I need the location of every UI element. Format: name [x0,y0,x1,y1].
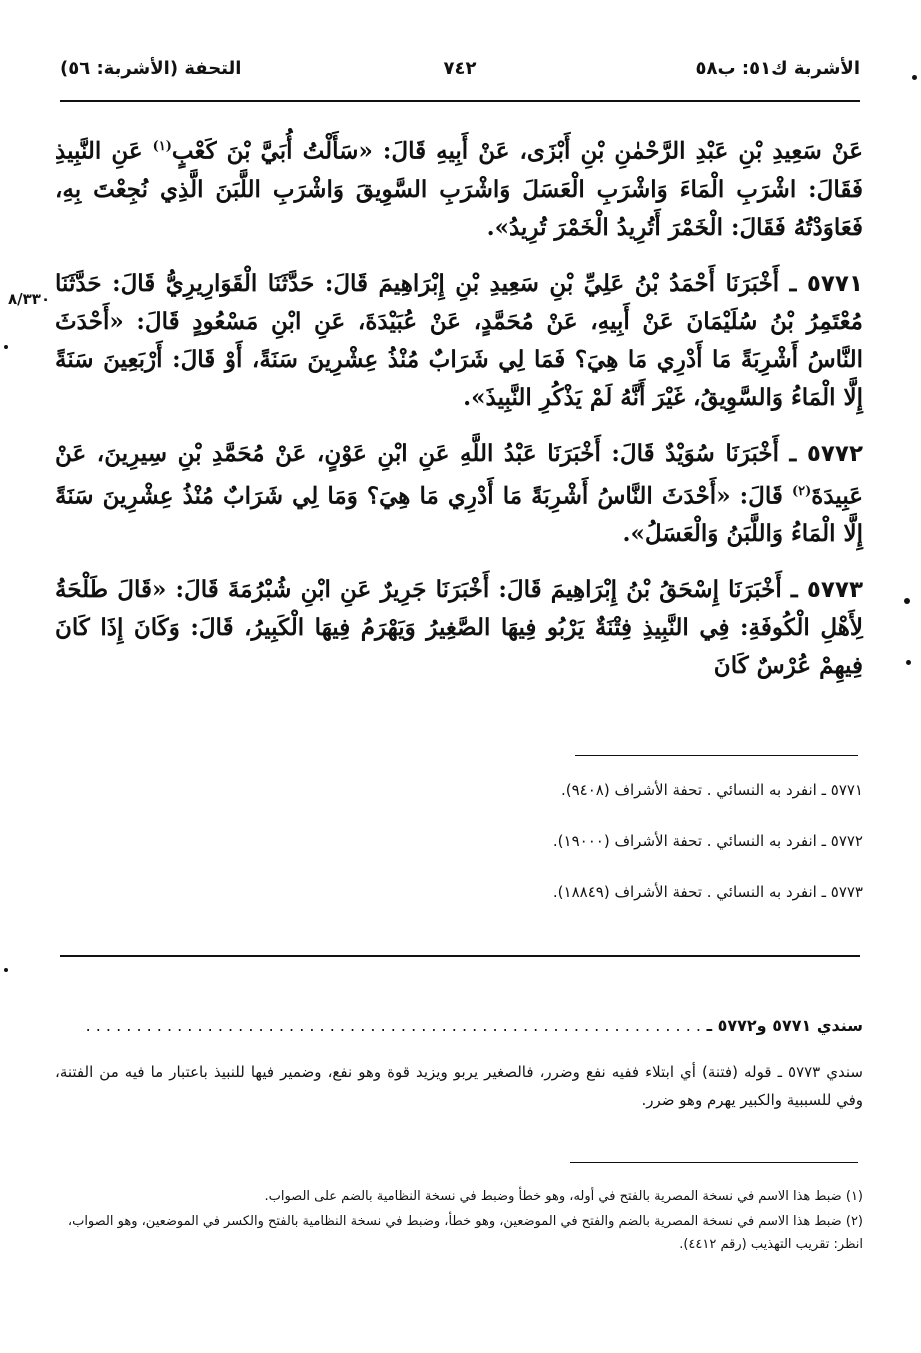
hadith-number: ٥٧٧٢ [806,440,863,467]
hadith-number: ٥٧٧١ [806,270,863,297]
footnote-separator [570,1162,858,1163]
hadith-number: ٥٧٧٣ [806,577,863,604]
hadith-5772: ٥٧٧٢ ـ أَخْبَرَنَا سُوَيْدٌ قَالَ: أَخْبَرَنَا عَبْدُ اللَّهِ عَنِ ابْنِ عَوْنٍ، عَنْ مُحَمَّدِ بْنِ سِيرِينَ، عَنْ عَبِيدَةَ$^{(٢)}$ قَالَ: «أَحْدَثَ النَّاسُ أَشْرِبَةً مَا أَدْرِي مَا هِيَ؟ وَمَا لِي شَرَابٌ مُنْذُ عِشْرِينَ سَنَةً إِلَّا الْمَاءُ وَاللَّبَنُ وَالْعَسَلُ». [55,439,863,548]
scan-speck [904,598,910,604]
footnote-marker-1: (١) [152,139,172,154]
scan-speck [906,660,911,665]
tahqiq-separator [575,755,858,756]
hadith-5771: ٥٧٧١ ـ أَخْبَرَنَا أَحْمَدُ بْنُ عَلِيِّ بْنِ سَعِيدِ بْنِ إِبْرَاهِيمَ قَالَ: حَدَّثَنَا الْقَوَارِيرِيُّ قَالَ: حَدَّثَنَا مُعْتَمِرُ بْنُ سُلَيْمَانَ عَنْ أَبِيهِ، عَنْ مُحَمَّدٍ، عَنْ عُبَيْدَةَ، عَنِ ابْنِ مَسْعُودٍ قَالَ: «أَحْدَثَ النَّاسُ أَشْرِبَةً مَا أَدْرِي مَا هِيَ؟ فَمَا لِي شَرَابٌ مُنْذُ عِشْرِينَ سَنَةً، أَوْ قَالَ: أَرْبَعِينَ سَنَةً إِلَّا الْمَاءُ وَالسَّوِيقُ، غَيْرَ أَنَّهُ لَمْ يَذْكُرِ النَّبِيذَ». [55,269,863,411]
scan-speck [4,345,8,349]
page-header [60,58,860,92]
footnote-1: (١) ضبط هذا الاسم في نسخة المصرية بالفتح في أوله، وهو خطأ وضبط في نسخة النظامية بالضم على الصواب. [264,1189,863,1204]
header-rule [60,100,860,102]
header-chapter: الأشربة ك٥١: ب٥٨ [695,58,860,79]
scan-speck [912,75,917,80]
header-tuhfa-ref: التحفة (الأشربة: ٥٦) [60,58,242,79]
tahqiq-note: ٥٧٧١ ـ انفرد به النسائي . تحفة الأشراف (٩٤٠٨). [560,781,863,799]
hadith-5773: ٥٧٧٣ ـ أَخْبَرَنَا إِسْحَقُ بْنُ إِبْرَاهِيمَ قَالَ: أَخْبَرَنَا جَرِيرٌ عَنِ ابْنِ شُبْرُمَةَ قَالَ: «قَالَ طَلْحَةُ لِأَهْلِ الْكُوفَةِ: فِي النَّبِيذِ فِتْنَةٌ يَرْبُو فِيهَا الصَّغِيرُ وَيَهْرَمُ فِيهَا الْكَبِيرُ، قَالَ: وَكَانَ إِذَا كَانَ فِيهِمْ عُرْسٌ كَانَ [55,576,863,680]
margin-reference: ٨/٣٣٠ [8,290,51,308]
page-number: ٧٤٢ [443,58,477,79]
footnote-2: (٢) ضبط هذا الاسم في نسخة المصرية بالضم والفتح في الموضعين، وهو خطأ، وضبط في نسخة النظامية بالفتح والكسر في الموضعين، وهو الصواب، انظر: تقريب التهذيب (رقم ٤٤١٢). [67,1214,863,1252]
sindi-commentary: سندي ٥٧٧٣ ـ قوله (فتنة) أي ابتلاء ففيه نفع وضرر، فالصغير يربو ويزيد قوة وهو نفع، وضمير فيها للنبيذ باعتبار ما فيه من الفتنة، وفي للسببية والكبير يهرم وهو ضرر. [55,1063,864,1109]
hadith-continuation: عَنْ سَعِيدِ بْنِ عَبْدِ الرَّحْمٰنِ بْنِ أَبْزَى، عَنْ أَبِيهِ قَالَ: «سَأَلْتُ أُبَيَّ بْنَ كَعْبٍ$^{(١)}$ عَنِ النَّبِيذِ فَقَالَ: اشْرَبِ الْمَاءَ وَاشْرَبِ الْعَسَلَ وَاشْرَبِ السَّوِيقَ وَاشْرَبِ اللَّبَنَ الَّذِي نُجِعْتَ بِهِ، فَعَاوَدْتُهُ فَقَالَ: الْخَمْرَ أَتُرِيدُ الْخَمْرَ تُرِيدُ». [55,137,863,241]
scan-speck [4,968,8,972]
tahqiq-notes [55,780,863,933]
tahqiq-note: ٥٧٧٢ ـ انفرد به النسائي . تحفة الأشراف (١٩٠٠٠). [552,832,863,850]
hadith-text [55,128,863,703]
footnote-marker-2: (٢) [791,483,812,499]
tahqiq-note: ٥٧٧٣ ـ انفرد به النسائي . تحفة الأشراف (١٨٨٤٩). [552,883,863,901]
section-rule [60,955,860,957]
sindi-heading: سندي ٥٧٧١ و٥٧٧٢ ـ . . . . . . . . . . . . . . . . . . . . . . . . . . . . . . . . . . . . . . . . . . . . . . . . . . . . . . . . . . . . . [85,1016,863,1035]
dotted-leader: . . . . . . . . . . . . . . . . . . . . . . . . . . . . . . . . . . . . . . . . . . . . . . . . . . . . . . . . . . . . . [85,1016,701,1035]
footnotes [55,1185,863,1258]
